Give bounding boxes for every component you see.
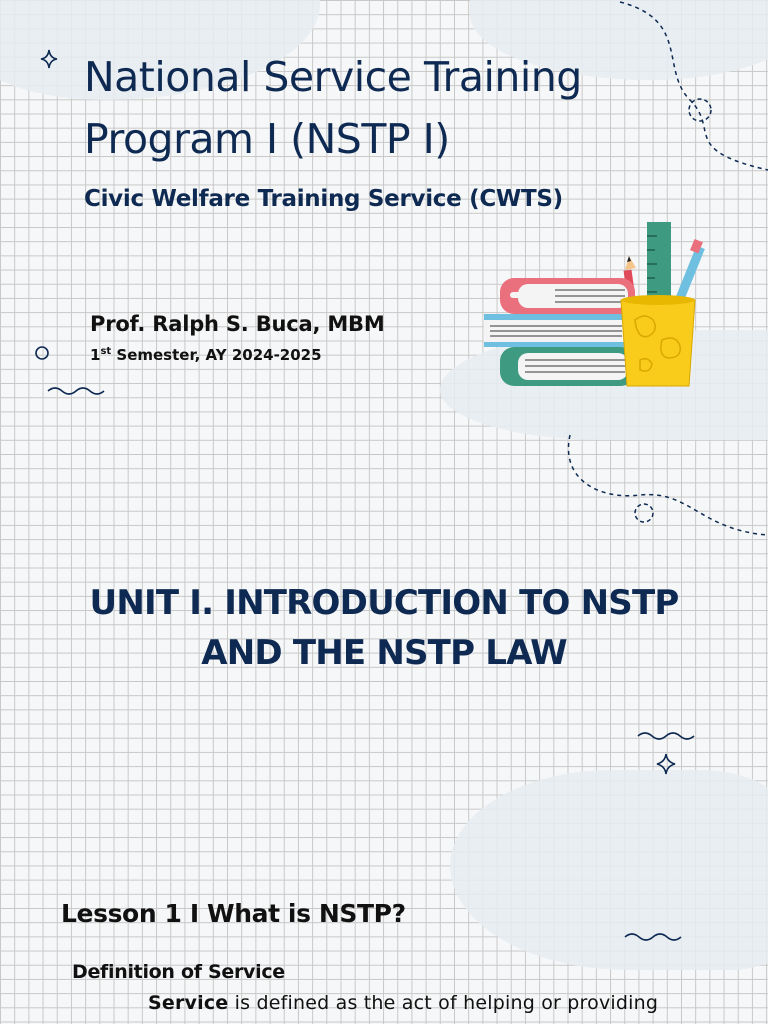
title-line-2: Program I (NSTP I) [84, 115, 450, 164]
dashed-circle-top [689, 99, 711, 121]
squiggle-icon [48, 388, 104, 394]
page-title [84, 46, 582, 171]
definition-text: is defined as the act of helping or providing [228, 992, 659, 1014]
semester-suffix: st [100, 346, 112, 357]
unit-heading [0, 578, 768, 679]
sparkle-icon [657, 754, 675, 774]
dashed-curve-top [620, 2, 768, 170]
semester-info [90, 346, 322, 364]
dashed-circle-mid [635, 504, 653, 522]
title-line-1: National Service Training [84, 53, 582, 101]
sparkle-icon [41, 50, 57, 68]
circle-icon [36, 347, 48, 359]
unit-line-1: UNIT I. INTRODUCTION TO NSTP [89, 583, 679, 623]
squiggle-icon [638, 733, 694, 739]
semester-ordinal: 1 [90, 346, 101, 364]
squiggle-icon [625, 934, 681, 940]
semester-rest: Semester, AY 2024-2025 [111, 346, 322, 364]
lesson-title: Lesson 1 I What is NSTP? [61, 899, 406, 928]
unit-line-2: AND THE NSTP LAW [201, 633, 567, 674]
definition-heading: Definition of Service [72, 961, 285, 983]
definition-term: Service [148, 992, 229, 1014]
definition-paragraph [148, 992, 658, 1014]
books-and-pencils-illustration [484, 222, 705, 386]
pencil-cup [621, 300, 695, 386]
author-name: Prof. Ralph S. Buca, MBM [90, 312, 385, 336]
dashed-curve-mid [568, 435, 768, 535]
page-subtitle: Civic Welfare Training Service (CWTS) [84, 186, 563, 212]
